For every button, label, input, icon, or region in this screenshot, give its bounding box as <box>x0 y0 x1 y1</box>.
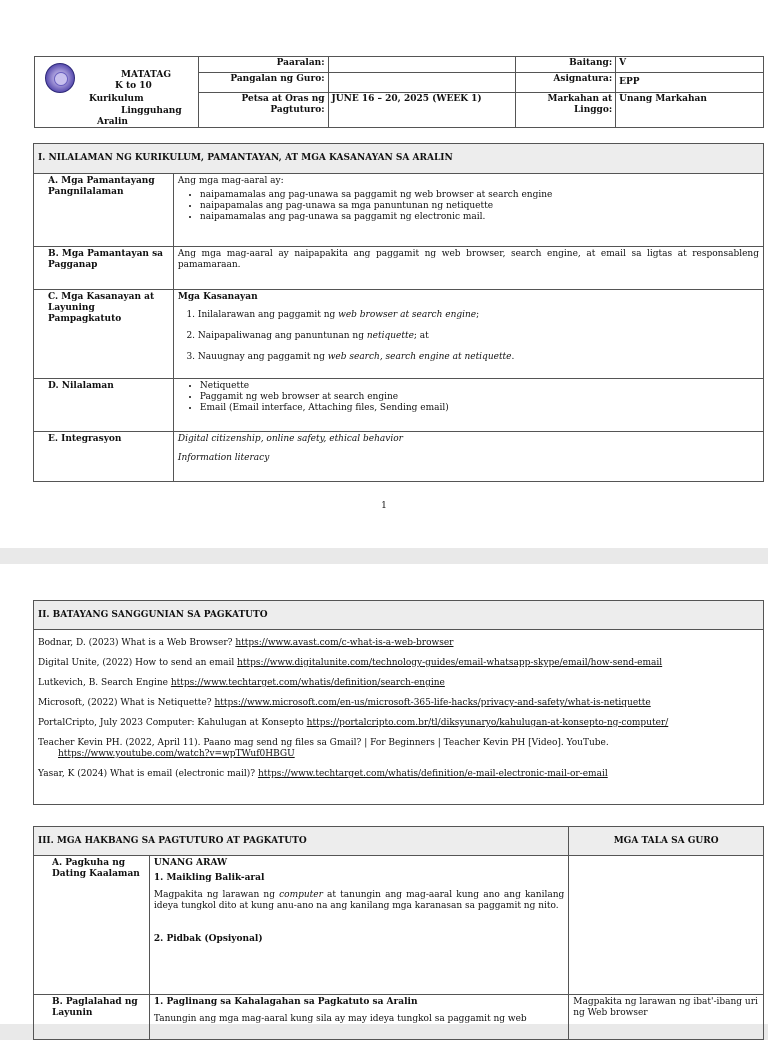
reference-item: Teacher Kevin PH. (2022, April 11). Paano mag send ng files sa Gmail? | For Beginners | Teacher Kevin PH [Video]. YouTube. https://www.youtube.com/watch?v=wpTWuf0HBGU <box>38 738 609 759</box>
a-label: A. Mga Pamantayang Pangnilalaman <box>34 174 174 247</box>
section2-title: II. BATAYANG SANGGUNIAN SA PAGKATUTO <box>34 601 764 630</box>
reference-item: Digital Unite, (2022) How to send an email https://www.digitalunite.com/technology-guides/email-whatsapp-skype/email/how-send-email <box>38 658 663 668</box>
d-item: • Email (Email interface, Attaching files, Sending email) <box>200 403 759 414</box>
c-list <box>178 310 759 363</box>
a-content <box>173 174 763 247</box>
brand-line1: MATATAG <box>121 70 172 80</box>
section1-title: I. NILALAMAN NG KURIKULUM, PAMANTAYAN, AT MGA KASANAYAN SA ARALIN <box>34 144 764 174</box>
notes-title: MGA TALA SA GURO <box>569 827 764 856</box>
petsa-value[interactable]: JUNE 16 – 20, 2025 (WEEK 1) <box>328 93 516 128</box>
d-label: D. Nilalaman <box>34 379 174 432</box>
markahan-value[interactable]: Unang Markahan <box>616 93 764 128</box>
step-a-substep1: 1. Maikling Balik-aral <box>153 873 265 883</box>
c-label: C. Mga Kasanayan at Layuning Pampagkatuto <box>34 290 174 379</box>
reference-item: Lutkevich, B. Search Engine https://www.techtarget.com/whatis/definition/search-engine <box>38 678 445 688</box>
header-table <box>34 56 764 128</box>
petsa-label: Petsa at Oras ng Pagtuturo: <box>198 93 328 128</box>
step-b-content <box>149 995 568 1040</box>
guro-label: Pangalan ng Guro: <box>198 73 328 93</box>
brand-line2: K to 10 <box>115 81 152 91</box>
reference-link[interactable]: https://www.microsoft.com/en-us/microsoft-365-life-hacks/privacy-and-safety/what-is-netiquette <box>214 698 651 708</box>
asignatura-value[interactable]: EPP <box>616 73 764 93</box>
reference-link[interactable]: https://www.digitalunite.com/technology-guides/email-whatsapp-skype/email/how-send-email <box>237 658 663 668</box>
c-content <box>173 290 763 379</box>
c-item-2: 2. Naipapaliwanag ang panuntunan ng netiquette; at <box>198 331 759 342</box>
markahan-label: Markahan at Linggo: <box>516 93 616 128</box>
brand-line5: Aralin <box>97 117 128 127</box>
reference-link[interactable]: https://www.techtarget.com/whatis/definition/search-engine <box>170 678 445 688</box>
a-item: • naipapamalas ang pag-unawa sa mga panuntunan ng netiquette <box>200 201 759 212</box>
reference-link[interactable]: https://www.avast.com/c-what-is-a-web-browser <box>235 638 454 648</box>
a-item: • naipamamalas ang pag-unawa sa paggamit ng electronic mail. <box>200 212 759 223</box>
c-item-1: 1. Inilalarawan ang paggamit ng web browser at search engine; <box>198 310 759 321</box>
e-line2: Information literacy <box>177 453 270 463</box>
reference-link[interactable]: https://www.youtube.com/watch?v=wpTWuf0HBGU <box>58 749 295 759</box>
step-b-label: B. Paglalahad ng Layunin <box>34 995 150 1040</box>
d-content <box>173 379 763 432</box>
page-number: 1 <box>381 501 387 511</box>
page-2 <box>0 564 768 1024</box>
b-label: B. Mga Pamantayan sa Pagganap <box>34 247 174 290</box>
baitang-value[interactable]: V <box>616 57 764 73</box>
a-item: • naipamamalas ang pag-unawa sa paggamit ng web browser at search engine <box>200 190 759 201</box>
brand-line4: Lingguhang <box>121 106 182 116</box>
reference-item: Bodnar, D. (2023) What is a Web Browser? https://www.avast.com/c-what-is-a-web-browser <box>38 638 454 648</box>
paaralan-label: Paaralan: <box>198 57 328 73</box>
step-a-content <box>149 856 568 995</box>
paaralan-value[interactable] <box>328 57 516 73</box>
step-a-text: Magpakita ng larawan ng computer at tanungin ang mag-aaral kung ano ang kanilang ideya tungkol dito at kung anu-ano na ang kanilang mga karanasan sa paggamit ng nito. <box>153 890 565 911</box>
brand-line3: Kurikulum <box>89 94 144 104</box>
brand-block <box>35 57 199 128</box>
a-list <box>178 190 759 223</box>
section1-table <box>33 143 764 482</box>
reference-item: Microsoft, (2022) What is Netiquette? https://www.microsoft.com/en-us/microsoft-365-life-hacks/privacy-and-safety/what-is-netiquette <box>38 698 651 708</box>
c-item-3: 3. Nauugnay ang paggamit ng web search, search engine at netiquette. <box>198 352 759 363</box>
reference-link[interactable]: https://www.techtarget.com/whatis/definition/e-mail-electronic-mail-or-email <box>257 769 608 779</box>
step-b-text: Tanungin ang mga mag-aaral kung sila ay may ideya tungkol sa paggamit ng web <box>153 1014 527 1024</box>
baitang-label: Baitang: <box>516 57 616 73</box>
section3-title: III. MGA HAKBANG SA PAGTUTURO AT PAGKATUTO <box>34 827 569 856</box>
section3-table <box>33 826 764 1040</box>
a-intro: Ang mga mag-aaral ay: <box>177 176 284 186</box>
b-text: Ang mga mag-aaral ay naipapakita ang paggamit ng web browser, search engine, at email sa ligtas at responsableng pamamaraan. <box>173 247 763 290</box>
step-b-notes: Magpakita ng larawan ng ibat'-ibang uri ng Web browser <box>569 995 764 1040</box>
reference-item: PortalCripto, July 2023 Computer: Kahulugan at Konsepto https://portalcripto.com.br/tl/diksyunaryo/kahulugan-at-konsepto-ng-computer/ <box>38 718 669 728</box>
e-label: E. Integrasyon <box>34 432 174 482</box>
step-a-label: A. Pagkuha ng Dating Kaalaman <box>34 856 150 995</box>
asignatura-label: Asignatura: <box>516 73 616 93</box>
reference-link[interactable]: https://portalcripto.com.br/tl/diksyunaryo/kahulugan-at-konsepto-ng-computer/ <box>306 718 669 728</box>
guro-value[interactable] <box>328 73 516 93</box>
step-a-substep2: 2. Pidbak (Opsiyonal) <box>153 934 263 944</box>
step-a-notes <box>569 856 764 995</box>
references-list <box>34 630 764 805</box>
e-content <box>173 432 763 482</box>
c-heading: Mga Kasanayan <box>177 292 258 302</box>
d-item: • Netiquette <box>200 381 759 392</box>
reference-item: Yasar, K (2024) What is email (electronic mail)? https://www.techtarget.com/whatis/definition/e-mail-electronic-mail-or-email <box>38 769 608 779</box>
d-list <box>178 381 759 414</box>
e-line1: Digital citizenship, online safety, ethical behavior <box>177 434 403 444</box>
section2-table <box>33 600 764 805</box>
step-a-day: UNANG ARAW <box>153 858 228 868</box>
d-item: • Paggamit ng web browser at search engine <box>200 392 759 403</box>
step-b-substep1: 1. Paglinang sa Kahalagahan sa Pagkatuto sa Aralin <box>153 997 418 1007</box>
